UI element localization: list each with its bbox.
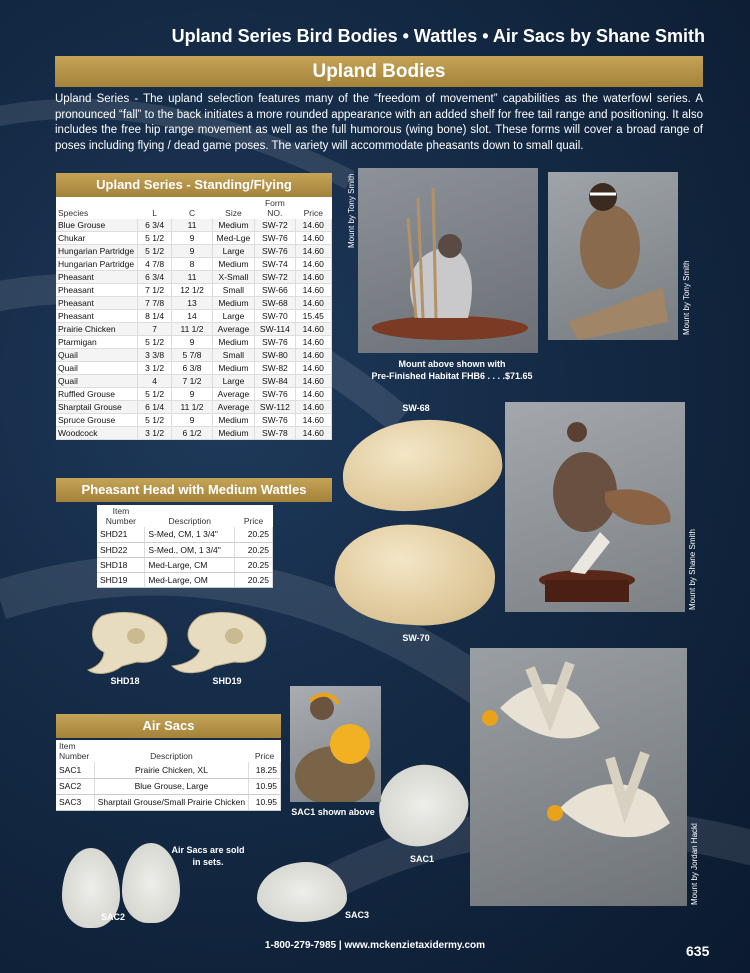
table-cell: 14.60 xyxy=(295,297,331,310)
table-cell: Blue Grouse xyxy=(56,219,137,232)
table-cell: 6 1/2 xyxy=(172,427,212,440)
table-cell: 11 1/2 xyxy=(172,323,212,336)
upland-table-body xyxy=(56,219,332,440)
table-cell: Medium xyxy=(212,336,254,349)
table-cell: SW-72 xyxy=(255,219,295,232)
table-cell: Small xyxy=(212,349,254,362)
caption-sac1-shown: SAC1 shown above xyxy=(291,807,375,817)
table-cell: Large xyxy=(212,245,254,258)
table-cell-item: SAC3 xyxy=(56,794,94,810)
table-cell: Quail xyxy=(56,362,137,375)
table-cell: 12 1/2 xyxy=(172,284,212,297)
air-sacs-table xyxy=(56,740,281,811)
table-cell-price: 10.95 xyxy=(249,778,281,794)
table-cell: Medium xyxy=(212,219,254,232)
table-cell: SW-112 xyxy=(255,401,295,414)
table-cell: Average xyxy=(212,401,254,414)
table-cell: 9 xyxy=(172,232,212,245)
table-cell: 7 xyxy=(137,323,171,336)
table-cell: 6 3/8 xyxy=(172,362,212,375)
table-cell: 11 xyxy=(172,219,212,232)
table-cell: Small xyxy=(212,284,254,297)
table-cell: SW-76 xyxy=(255,232,295,245)
table-row xyxy=(56,427,332,440)
label-shd19: SHD19 xyxy=(212,676,242,686)
table-cell: Medium xyxy=(212,297,254,310)
table-cell: SW-76 xyxy=(255,245,295,258)
table-cell-description: Sharptail Grouse/Small Prairie Chicken xyxy=(94,794,248,810)
table-cell: SW-82 xyxy=(255,362,295,375)
table-cell: 4 xyxy=(137,375,171,388)
intro-paragraph: Upland Series - The upland selection features many of the “freedom of movement” capabilities as the waterfowl series. A pronounced “fall” to the back initiates a more rounded appearance with an added shelf for free tail range and positioning. It also includes the free hip range movement as well as the full humorous (wing bone) slot. These forms will cover a broad range of poses including flying / dead game poses. The variety will accommodate pheasants down to small quail. xyxy=(55,93,703,152)
table-title-air-sacs: Air Sacs xyxy=(56,714,281,738)
table-cell: Pheasant xyxy=(56,284,137,297)
table-cell: 5 7/8 xyxy=(172,349,212,362)
table-cell: SW-76 xyxy=(255,414,295,427)
section-title-upland-bodies: Upland Bodies xyxy=(55,56,703,87)
table-cell: Average xyxy=(212,323,254,336)
table-cell: 14.60 xyxy=(295,219,331,232)
table-row xyxy=(56,245,332,258)
label-sw68: SW-68 xyxy=(402,403,430,413)
table-cell: Large xyxy=(212,375,254,388)
photo-prairie-chicken-head xyxy=(290,686,381,802)
table-cell: 14.60 xyxy=(295,375,331,388)
table-cell: SW-78 xyxy=(255,427,295,440)
table-row xyxy=(56,336,332,349)
label-sac1: SAC1 xyxy=(409,854,434,864)
table-cell: SW-76 xyxy=(255,388,295,401)
table-cell: Ptarmigan xyxy=(56,336,137,349)
table-cell-description: Blue Grouse, Large xyxy=(94,778,248,794)
credit-tony-smith-2: Mount by Tony Smith xyxy=(682,260,691,335)
col-l: L xyxy=(137,197,171,219)
table-row xyxy=(56,388,332,401)
footer-contact: 1-800-279-7985 | www.mckenzietaxidermy.com xyxy=(264,940,486,951)
table-cell: 9 xyxy=(172,388,212,401)
table-cell: 14.60 xyxy=(295,336,331,349)
table-cell-price: 10.95 xyxy=(249,794,281,810)
table-cell: Prairie Chicken xyxy=(56,323,137,336)
page-number: 635 xyxy=(686,943,710,959)
col-price: Price xyxy=(295,197,331,219)
col-species: Species xyxy=(56,197,137,219)
credit-shane-smith: Mount by Shane Smith xyxy=(688,529,697,610)
table-cell: SW-80 xyxy=(255,349,295,362)
table-cell: Medium xyxy=(212,414,254,427)
table-cell: 7 7/8 xyxy=(137,297,171,310)
table-cell: 14.60 xyxy=(295,349,331,362)
table-cell: Sharptail Grouse xyxy=(56,401,137,414)
table-cell: 14.60 xyxy=(295,271,331,284)
table-cell-description: S-Med., OM, 1 3/4" xyxy=(145,542,235,557)
table-cell: 9 xyxy=(172,336,212,349)
table-cell: Large xyxy=(212,310,254,323)
table-cell: 3 1/2 xyxy=(137,427,171,440)
table-cell-description: Prairie Chicken, XL xyxy=(94,762,248,778)
quail-mount-icon xyxy=(358,168,538,353)
table-cell: 14 xyxy=(172,310,212,323)
table-cell: 6 3/4 xyxy=(137,271,171,284)
upland-series-table xyxy=(56,197,332,440)
table-title-pheasant-head: Pheasant Head with Medium Wattles xyxy=(56,478,332,502)
shd18-skull-icon xyxy=(82,608,172,676)
page-header-title: Upland Series Bird Bodies • Wattles • Air Sacs by Shane Smith xyxy=(171,26,705,46)
table-row xyxy=(56,258,332,271)
table-cell: SW-68 xyxy=(255,297,295,310)
table-cell: 3 1/2 xyxy=(137,362,171,375)
table-cell-item: SHD21 xyxy=(97,527,145,542)
col-price: Price xyxy=(243,516,264,526)
table-row xyxy=(56,794,281,810)
table-cell: Spruce Grouse xyxy=(56,414,137,427)
table-cell: 7 1/2 xyxy=(137,284,171,297)
table-cell: 5 1/2 xyxy=(137,232,171,245)
table-cell: SW-74 xyxy=(255,258,295,271)
label-shd18: SHD18 xyxy=(110,676,140,686)
label-sac2: SAC2 xyxy=(100,912,125,922)
table-cell-price: 20.25 xyxy=(235,542,273,557)
table-cell: Med-Lge xyxy=(212,232,254,245)
table-cell: 7 1/2 xyxy=(172,375,212,388)
air-sacs-sold-note: Air Sacs are sold in sets. xyxy=(171,845,245,867)
table-cell: 14.60 xyxy=(295,245,331,258)
table-cell-price: 20.25 xyxy=(235,572,273,587)
table-cell: Medium xyxy=(212,362,254,375)
table-cell: Chukar xyxy=(56,232,137,245)
shd19-skull-icon xyxy=(170,606,270,676)
table-row xyxy=(56,349,332,362)
col-description: Description xyxy=(150,751,193,761)
table-cell-item: SAC2 xyxy=(56,778,94,794)
table-cell: SW-66 xyxy=(255,284,295,297)
table-cell: X-Small xyxy=(212,271,254,284)
table-cell: Quail xyxy=(56,349,137,362)
table-cell: SW-84 xyxy=(255,375,295,388)
table-cell: Hungarian Partridge xyxy=(56,245,137,258)
table-row xyxy=(97,527,273,542)
table-cell: 14.60 xyxy=(295,284,331,297)
table-cell: 6 1/4 xyxy=(137,401,171,414)
table-cell: Pheasant xyxy=(56,310,137,323)
photo-flying-prairie-chickens xyxy=(470,648,687,906)
table-cell: SW-76 xyxy=(255,336,295,349)
col-c: C xyxy=(172,197,212,219)
pheasant-table-body xyxy=(97,527,273,587)
table-cell: 5 1/2 xyxy=(137,414,171,427)
table-cell-item: SHD22 xyxy=(97,542,145,557)
photo-bobwhite-mount xyxy=(548,172,678,340)
table-row xyxy=(97,542,273,557)
table-cell: 14.60 xyxy=(295,323,331,336)
label-sac3: SAC3 xyxy=(344,910,369,920)
table-cell: 14.60 xyxy=(295,427,331,440)
table-cell: Quail xyxy=(56,375,137,388)
table-cell: 14.60 xyxy=(295,388,331,401)
airsac-table-body xyxy=(56,762,281,810)
col-form-no: Form NO. xyxy=(255,197,295,219)
table-cell: Pheasant xyxy=(56,271,137,284)
table-cell: 11 xyxy=(172,271,212,284)
table-row xyxy=(56,762,281,778)
table-row xyxy=(56,219,332,232)
table-cell-item: SAC1 xyxy=(56,762,94,778)
table-row xyxy=(56,362,332,375)
bobwhite-mount-icon xyxy=(548,172,678,340)
table-cell: 9 xyxy=(172,245,212,258)
table-row xyxy=(97,557,273,572)
table-cell: SW-70 xyxy=(255,310,295,323)
table-cell: 8 xyxy=(172,258,212,271)
table-row xyxy=(56,401,332,414)
table-cell: 9 xyxy=(172,414,212,427)
table-cell: 3 3/8 xyxy=(137,349,171,362)
table-cell: 4 7/8 xyxy=(137,258,171,271)
table-cell: 5 1/2 xyxy=(137,388,171,401)
photo-ruffed-grouse-mount xyxy=(505,402,685,612)
caption-mount-above: Mount above shown with Pre-Finished Habitat FHB6 . . . .$71.65 xyxy=(371,359,533,381)
table-cell: 14.60 xyxy=(295,232,331,245)
table-cell-price: 20.25 xyxy=(235,527,273,542)
table-row xyxy=(97,572,273,587)
table-cell: Average xyxy=(212,388,254,401)
col-item-number: Item Number xyxy=(105,506,137,526)
prairie-chicken-icon xyxy=(290,686,381,802)
table-cell: 11 1/2 xyxy=(172,401,212,414)
credit-jordan-hackl: Mount by Jordan Hackl xyxy=(690,823,699,905)
ruffed-grouse-mount-icon xyxy=(505,402,685,612)
table-cell: 13 xyxy=(172,297,212,310)
table-cell: 6 3/4 xyxy=(137,219,171,232)
table-row xyxy=(56,232,332,245)
table-row xyxy=(56,323,332,336)
table-cell: Medium xyxy=(212,258,254,271)
table-row xyxy=(56,414,332,427)
col-size: Size xyxy=(212,197,254,219)
table-cell: 5 1/2 xyxy=(137,245,171,258)
table-cell: SW-72 xyxy=(255,271,295,284)
table-cell: SW-114 xyxy=(255,323,295,336)
table-cell: Hungarian Partridge xyxy=(56,258,137,271)
table-cell: 5 1/2 xyxy=(137,336,171,349)
col-item-number: Item Number xyxy=(59,741,90,761)
table-row xyxy=(56,284,332,297)
table-cell-description: Med-Large, OM xyxy=(145,572,235,587)
table-row xyxy=(56,375,332,388)
table-cell-price: 18.25 xyxy=(249,762,281,778)
photo-quail-mount xyxy=(358,168,538,353)
table-row xyxy=(56,310,332,323)
table-cell-description: S-Med, CM, 1 3/4" xyxy=(145,527,235,542)
table-cell: 14.60 xyxy=(295,401,331,414)
table-row xyxy=(56,271,332,284)
table-title-standing-flying: Upland Series - Standing/Flying xyxy=(56,173,332,197)
table-cell: 14.60 xyxy=(295,414,331,427)
table-cell: Medium xyxy=(212,427,254,440)
label-sw70: SW-70 xyxy=(402,633,430,643)
table-cell: Ruffled Grouse xyxy=(56,388,137,401)
flying-prairie-chickens-icon xyxy=(470,648,687,906)
table-cell: Pheasant xyxy=(56,297,137,310)
pheasant-head-table xyxy=(97,505,273,588)
table-row xyxy=(56,297,332,310)
table-cell-item: SHD19 xyxy=(97,572,145,587)
table-cell: Woodcock xyxy=(56,427,137,440)
table-cell-item: SHD18 xyxy=(97,557,145,572)
col-price: Price xyxy=(254,751,275,761)
table-cell: 14.60 xyxy=(295,362,331,375)
table-cell-price: 20.25 xyxy=(235,557,273,572)
table-cell: 8 1/4 xyxy=(137,310,171,323)
credit-tony-smith-1: Mount by Tony Smith xyxy=(347,173,356,248)
table-cell-description: Med-Large, CM xyxy=(145,557,235,572)
col-description: Description xyxy=(168,516,211,526)
table-cell: 15.45 xyxy=(295,310,331,323)
table-row xyxy=(56,778,281,794)
table-cell: 14.60 xyxy=(295,258,331,271)
